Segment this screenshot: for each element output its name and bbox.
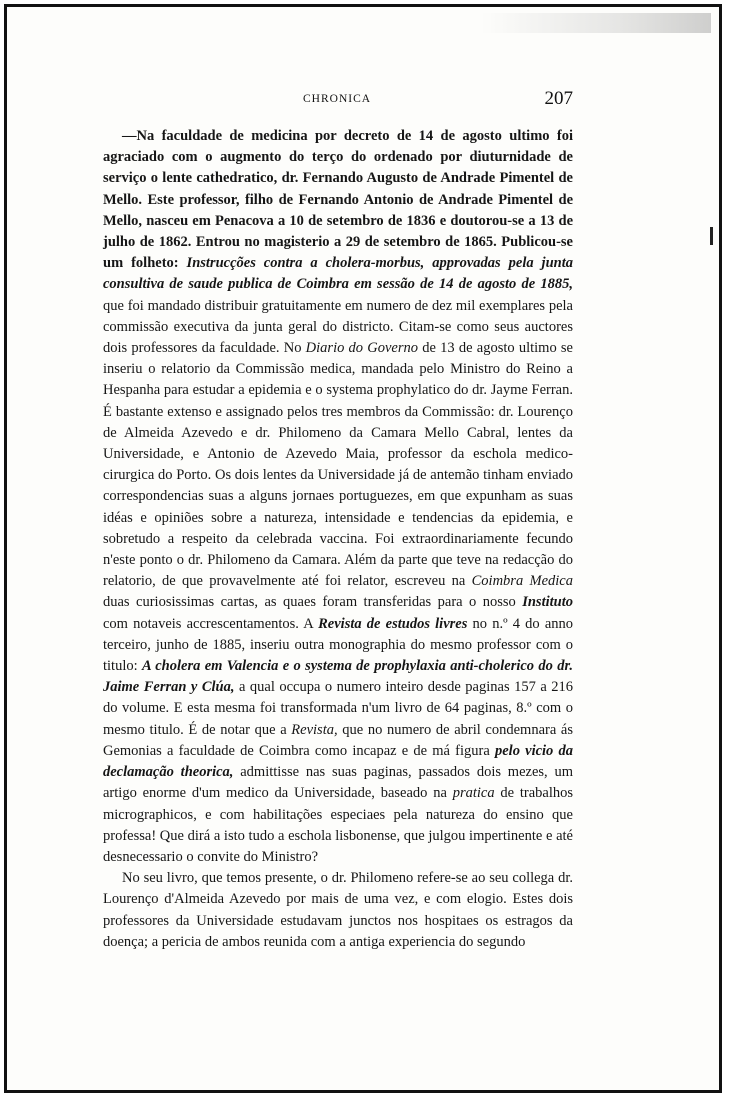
page-number: 207 [544, 88, 573, 109]
text-run: de 13 de agosto ultimo se inseriu o relatorio da Commissão medica, mandada pelo Ministro do Reino a Hespanha para estudar a epidemia e o systema prophylatico do dr. Jayme Ferran. É bastante extenso e assignado pelos tres membros da Commissão: dr. Lourenço de Almeida Azevedo e dr. Philomeno da Camara Mello Cabral, lentes da Universidade, e Antonio de Azevedo Maia, professor da eschola medico-cirurgica do Porto. Os dois lentes da Universidade já de antemão tinham enviado correspondencias suas a alguns jornaes portuguezes, em que expunham as suas idéas e opiniões sobre a natureza, intensidade e tendencias da epidemia, e sobretudo a respeito da celebrada vaccina. Foi extraordinariamente fecundo n'este ponto o dr. Philomeno da Camara. Além da parte que teve na redacção do relatorio, de que provavelmente até foi relator, escreveu na [103, 340, 573, 590]
running-header [103, 88, 573, 114]
paragraph: No seu livro, que temos presente, o dr. Philomeno refere-se ao seu collega dr. Lourenço d'Almeida Azevedo por mais de uma vez, e com elogio. Estes dois professores da Universidade estudavam junctos nos hospitaes os estragos da doença; a pericia de ambos reunida com a antiga experiencia do segundo [103, 870, 573, 950]
text-run: que no numero de abril condemnara ás Gemonias a faculdade de Coimbra como incapaz e de má figura [103, 721, 573, 759]
text-run: de trabalhos micrographicos, e com habilitações especiaes pela natureza do ensino que professa! Que dirá a isto tudo a eschola lisbonense, que julgou impertinente e até desnecessario o convite do Ministro? [103, 785, 573, 865]
text-run: Na faculdade de medicina por decreto de 14 de agosto ultimo foi agraciado com o augmento do terço do ordenado por diuturnidade de serviço o lente cathedratico, dr. Fernando Augusto de Andrade Pimentel de Mello. Este professor, filho de Fernando Antonio de Andrade Pimentel de Mello, nasceu em Penacova a 10 de setembro de 1836 e doutorou-se a 13 de julho de 1862. Entrou no magisterio a 29 de setembro de 1865. Publicou-se um folheto: [103, 128, 573, 272]
publication-title: Instituto [522, 594, 573, 611]
publication-title: A cholera em Valencia e o systema de prophylaxia anti-cholerico do dr. Jaime Ferran y Clúa, [103, 658, 573, 696]
running-title: CHRONICA [303, 93, 372, 105]
text-run: no n.º 4 do anno terceiro, junho de 1885, inseriu outra monographia do mesmo professor com o titulo: [103, 615, 573, 675]
scan-shadow [481, 13, 711, 33]
paragraph [103, 126, 573, 868]
text-run: admittisse nas suas paginas, passados dois mezes, um artigo enorme d'um medico da Universidade, baseado na [103, 764, 573, 802]
publication-title: Revista de estudos livres [318, 615, 468, 632]
publication-title: Instrucções contra a cholera-morbus, approvadas pela junta consultiva de saude publica de Coimbra em sessão de 14 de agosto de 1885, [103, 255, 573, 293]
text-run: a qual occupa o numero inteiro desde paginas 157 a 216 do volume. E esta mesma foi transformada n'um livro de 64 paginas, 8.º com o mesmo titulo. É de notar que a [103, 679, 573, 738]
body-text [103, 126, 573, 953]
publication-title: Diario do Governo [305, 340, 419, 357]
publication-title: Revista, [291, 721, 338, 738]
quoted-phrase: pelo vicio da declamação theorica, [103, 742, 573, 781]
publication-title: Coimbra Medica [471, 573, 573, 590]
text-run: que foi mandado distribuir gratuitamente em numero de dez mil exemplares pela commissão executiva da junta geral do districto. Citam-se como seus auctores dois professores da faculdade. No [103, 297, 573, 357]
em-dash: — [122, 128, 137, 144]
emphasis: pratica [452, 785, 495, 802]
edge-mark [710, 227, 713, 245]
text-run: duas curiosissimas cartas, as quaes foram transferidas para o nosso [103, 594, 523, 611]
text-run: com notaveis accrescentamentos. A [103, 615, 319, 632]
